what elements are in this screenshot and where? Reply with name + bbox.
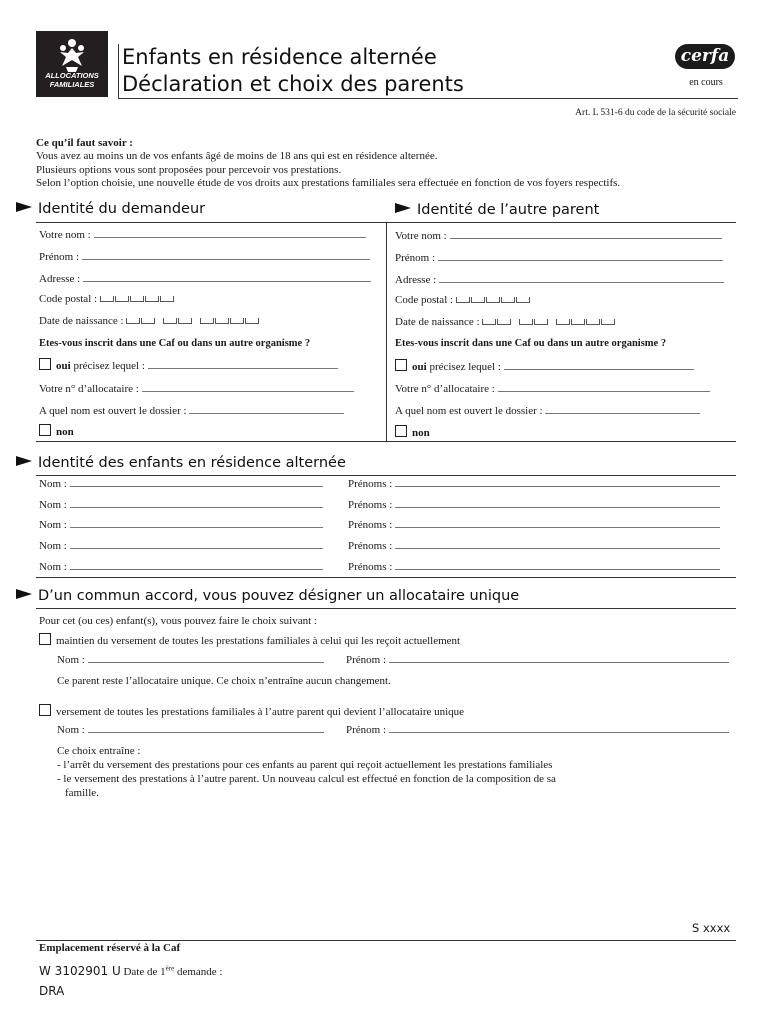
input-line[interactable] <box>450 228 722 239</box>
input-line[interactable] <box>395 476 720 487</box>
caf-logo <box>36 31 108 97</box>
other-postcode-field[interactable] <box>395 294 531 306</box>
input-line[interactable] <box>545 403 700 414</box>
applicant-question: Etes-vous inscrit dans une Caf ou dans un autre organisme ? <box>39 338 311 349</box>
input-line[interactable] <box>83 271 371 282</box>
option-label: non <box>56 426 74 438</box>
field-label: Nom : <box>57 654 85 666</box>
child-firstnames-field[interactable] <box>348 476 720 490</box>
input-line[interactable] <box>142 381 354 392</box>
title-line1: Enfants en résidence alternée <box>122 45 437 69</box>
section-other-parent <box>395 202 599 218</box>
child-firstnames-field[interactable] <box>348 538 720 552</box>
field-label: Votre n° d’allocataire : <box>395 383 495 395</box>
child-name-field[interactable] <box>39 538 323 552</box>
input-line[interactable] <box>389 722 729 733</box>
input-line[interactable] <box>70 538 323 549</box>
child-firstnames-field[interactable] <box>348 497 720 511</box>
checkbox[interactable] <box>39 704 51 716</box>
field-label: Adresse : <box>395 274 437 286</box>
arrow-icon <box>16 456 32 466</box>
arrow-icon <box>395 203 411 213</box>
checkbox[interactable] <box>39 358 51 370</box>
field-label: Nom : <box>57 724 85 736</box>
applicant-no-option[interactable] <box>39 424 74 438</box>
title-rule <box>118 98 738 99</box>
applicant-birthdate-field[interactable] <box>39 315 260 327</box>
info-line: Selon l’option choisie, une nouvelle étude de vos droits aux prestations familiales sera effectuée en fonction de vos foyers respectifs. <box>36 177 621 190</box>
arrow-icon <box>16 202 32 212</box>
field-label: Prénom : <box>39 251 80 263</box>
option-label: non <box>412 427 430 439</box>
applicant-first-name-field[interactable] <box>39 249 370 263</box>
option1-firstname-field[interactable] <box>346 652 729 666</box>
field-label: Prénom : <box>346 654 387 666</box>
field-label: Votre nom : <box>39 229 91 241</box>
comb-input[interactable] <box>163 315 193 327</box>
field-label: Prénoms : <box>348 561 393 573</box>
comb-input[interactable] <box>126 315 156 327</box>
title-line2: Déclaration et choix des parents <box>122 72 464 96</box>
option1-note: Ce parent reste l’allocataire unique. Ce choix n’entraîne aucun changement. <box>57 675 391 687</box>
option-label: versement de toutes les prestations familiales à l’autre parent qui devient l’allocataire unique <box>56 706 465 718</box>
applicant-yes-option[interactable] <box>39 358 338 372</box>
other-address-field[interactable] <box>395 272 724 286</box>
input-line[interactable] <box>70 497 323 508</box>
input-line[interactable] <box>70 476 323 487</box>
logo-text-line2: FAMILIALES <box>49 80 95 89</box>
field-label: Adresse : <box>39 273 81 285</box>
input-line[interactable] <box>189 403 344 414</box>
input-line[interactable] <box>389 652 729 663</box>
consequence-line: famille. <box>65 787 99 799</box>
section-title: Identité des enfants en résidence alternée <box>38 455 346 471</box>
applicant-file-name-field[interactable] <box>39 403 344 417</box>
consequence-heading: Ce choix entraîne : <box>57 745 141 757</box>
field-label: Date de naissance : <box>39 315 124 327</box>
input-line[interactable] <box>395 538 720 549</box>
section-title: Identité du demandeur <box>38 201 206 217</box>
comb-input[interactable] <box>100 293 175 305</box>
applicant-postcode-field[interactable] <box>39 293 175 305</box>
legal-reference: Art. L 531-6 du code de la sécurité sociale <box>575 108 736 118</box>
input-line[interactable] <box>148 358 338 369</box>
input-line[interactable] <box>439 272 724 283</box>
info-block <box>36 137 620 191</box>
field-label: Prénoms : <box>348 478 393 490</box>
checkbox[interactable] <box>395 425 407 437</box>
other-allocataire-field[interactable] <box>395 381 710 395</box>
field-label: Prénom : <box>346 724 387 736</box>
other-birthdate-field[interactable] <box>395 316 616 328</box>
option-detail: précisez lequel : <box>73 360 145 372</box>
section-title: Identité de l’autre parent <box>417 202 600 218</box>
form-number-line <box>39 964 222 978</box>
section-rule <box>36 577 736 578</box>
input-line[interactable] <box>88 722 324 733</box>
field-label: Nom : <box>39 540 67 552</box>
footer-rule <box>36 940 736 941</box>
form-code: S xxxx <box>692 921 731 935</box>
input-line[interactable] <box>504 359 694 370</box>
option2-name-field[interactable] <box>57 722 324 736</box>
form-number: W 3102901 U <box>39 964 121 978</box>
section-title: D’un commun accord, vous pouvez désigner un allocataire unique <box>38 588 520 604</box>
other-first-name-field[interactable] <box>395 250 723 264</box>
field-label: Prénoms : <box>348 499 393 511</box>
option-maintain[interactable] <box>39 633 460 647</box>
input-line[interactable] <box>395 517 720 528</box>
option-transfer[interactable] <box>39 704 464 718</box>
section-children <box>16 455 346 471</box>
info-line: Vous avez au moins un de vos enfants âgé de moins de 18 ans qui est en résidence alternée. <box>36 150 438 163</box>
title-divider <box>118 44 119 98</box>
field-label: Prénoms : <box>348 519 393 531</box>
field-label: Nom : <box>39 499 67 511</box>
field-label: Code postal : <box>39 293 98 305</box>
field-label: Nom : <box>39 561 67 573</box>
dra-label: DRA <box>39 984 65 998</box>
section-rule <box>36 441 736 442</box>
comb-input[interactable] <box>456 294 531 306</box>
input-line[interactable] <box>88 652 324 663</box>
input-line[interactable] <box>438 250 723 261</box>
option-label: oui <box>56 360 71 372</box>
input-line[interactable] <box>82 249 370 260</box>
applicant-address-field[interactable] <box>39 271 371 285</box>
child-name-field[interactable] <box>39 559 323 573</box>
child-name-field[interactable] <box>39 476 323 490</box>
section-applicant <box>16 201 205 217</box>
family-emblem-icon <box>56 37 88 73</box>
option-detail: précisez lequel : <box>429 361 501 373</box>
checkbox[interactable] <box>39 633 51 645</box>
comb-input[interactable] <box>200 315 260 327</box>
field-label: Votre n° d’allocataire : <box>39 383 139 395</box>
date-label: Date de 1ère demande : <box>123 964 223 978</box>
input-line[interactable] <box>395 497 720 508</box>
child-name-field[interactable] <box>39 517 323 531</box>
child-name-field[interactable] <box>39 497 323 511</box>
field-label: Prénoms : <box>348 540 393 552</box>
field-label: Code postal : <box>395 294 454 306</box>
input-line[interactable] <box>498 381 710 392</box>
other-last-name-field[interactable] <box>395 228 722 242</box>
logo-text-line1: ALLOCATIONS <box>45 71 99 80</box>
info-line: Plusieurs options vous sont proposées pour percevoir vos prestations. <box>36 163 342 176</box>
consequence-block <box>57 744 556 800</box>
consequence-line: - le versement des prestations à l’autre parent. Un nouveau calcul est effectué en fonction de la composition de sa <box>57 773 556 785</box>
comb-input[interactable] <box>482 316 512 328</box>
option2-firstname-field[interactable] <box>346 722 729 736</box>
input-line[interactable] <box>70 559 323 570</box>
agreement-intro: Pour cet (ou ces) enfant(s), vous pouvez faire le choix suivant : <box>39 615 317 627</box>
child-firstnames-field[interactable] <box>348 517 720 531</box>
other-file-name-field[interactable] <box>395 403 700 417</box>
applicant-allocataire-field[interactable] <box>39 381 354 395</box>
field-label: Votre nom : <box>395 230 447 242</box>
cerfa-logo: cerfa <box>675 44 735 69</box>
applicant-last-name-field[interactable] <box>39 227 366 241</box>
other-yes-option[interactable] <box>395 359 694 373</box>
input-line[interactable] <box>70 517 323 528</box>
section-agreement <box>16 588 519 604</box>
status-text: en cours <box>689 77 723 88</box>
consequence-line: - l’arrêt du versement des prestations pour ces enfants au parent qui reçoit actuellement les prestations familiales <box>57 759 553 771</box>
other-no-option[interactable] <box>395 425 430 439</box>
input-line[interactable] <box>395 559 720 570</box>
page-title <box>122 44 464 98</box>
column-divider <box>386 222 387 441</box>
info-heading: Ce qu’il faut savoir : <box>36 137 133 149</box>
section-rule <box>36 608 736 609</box>
checkbox[interactable] <box>39 424 51 436</box>
option1-name-field[interactable] <box>57 652 324 666</box>
option-label: oui <box>412 361 427 373</box>
comb-input[interactable] <box>556 316 616 328</box>
arrow-icon <box>16 589 32 599</box>
field-label: Nom : <box>39 519 67 531</box>
field-label: Prénom : <box>395 252 436 264</box>
field-label: Nom : <box>39 478 67 490</box>
option-label: maintien du versement de toutes les prestations familiales à celui qui les reçoit actuellement <box>56 635 461 647</box>
other-question: Etes-vous inscrit dans une Caf ou dans un autre organisme ? <box>395 338 667 349</box>
reserved-label: Emplacement réservé à la Caf <box>39 942 181 954</box>
field-label: A quel nom est ouvert le dossier : <box>395 405 543 417</box>
child-firstnames-field[interactable] <box>348 559 720 573</box>
checkbox[interactable] <box>395 359 407 371</box>
field-label: A quel nom est ouvert le dossier : <box>39 405 187 417</box>
input-line[interactable] <box>94 227 366 238</box>
comb-input[interactable] <box>519 316 549 328</box>
field-label: Date de naissance : <box>395 316 480 328</box>
